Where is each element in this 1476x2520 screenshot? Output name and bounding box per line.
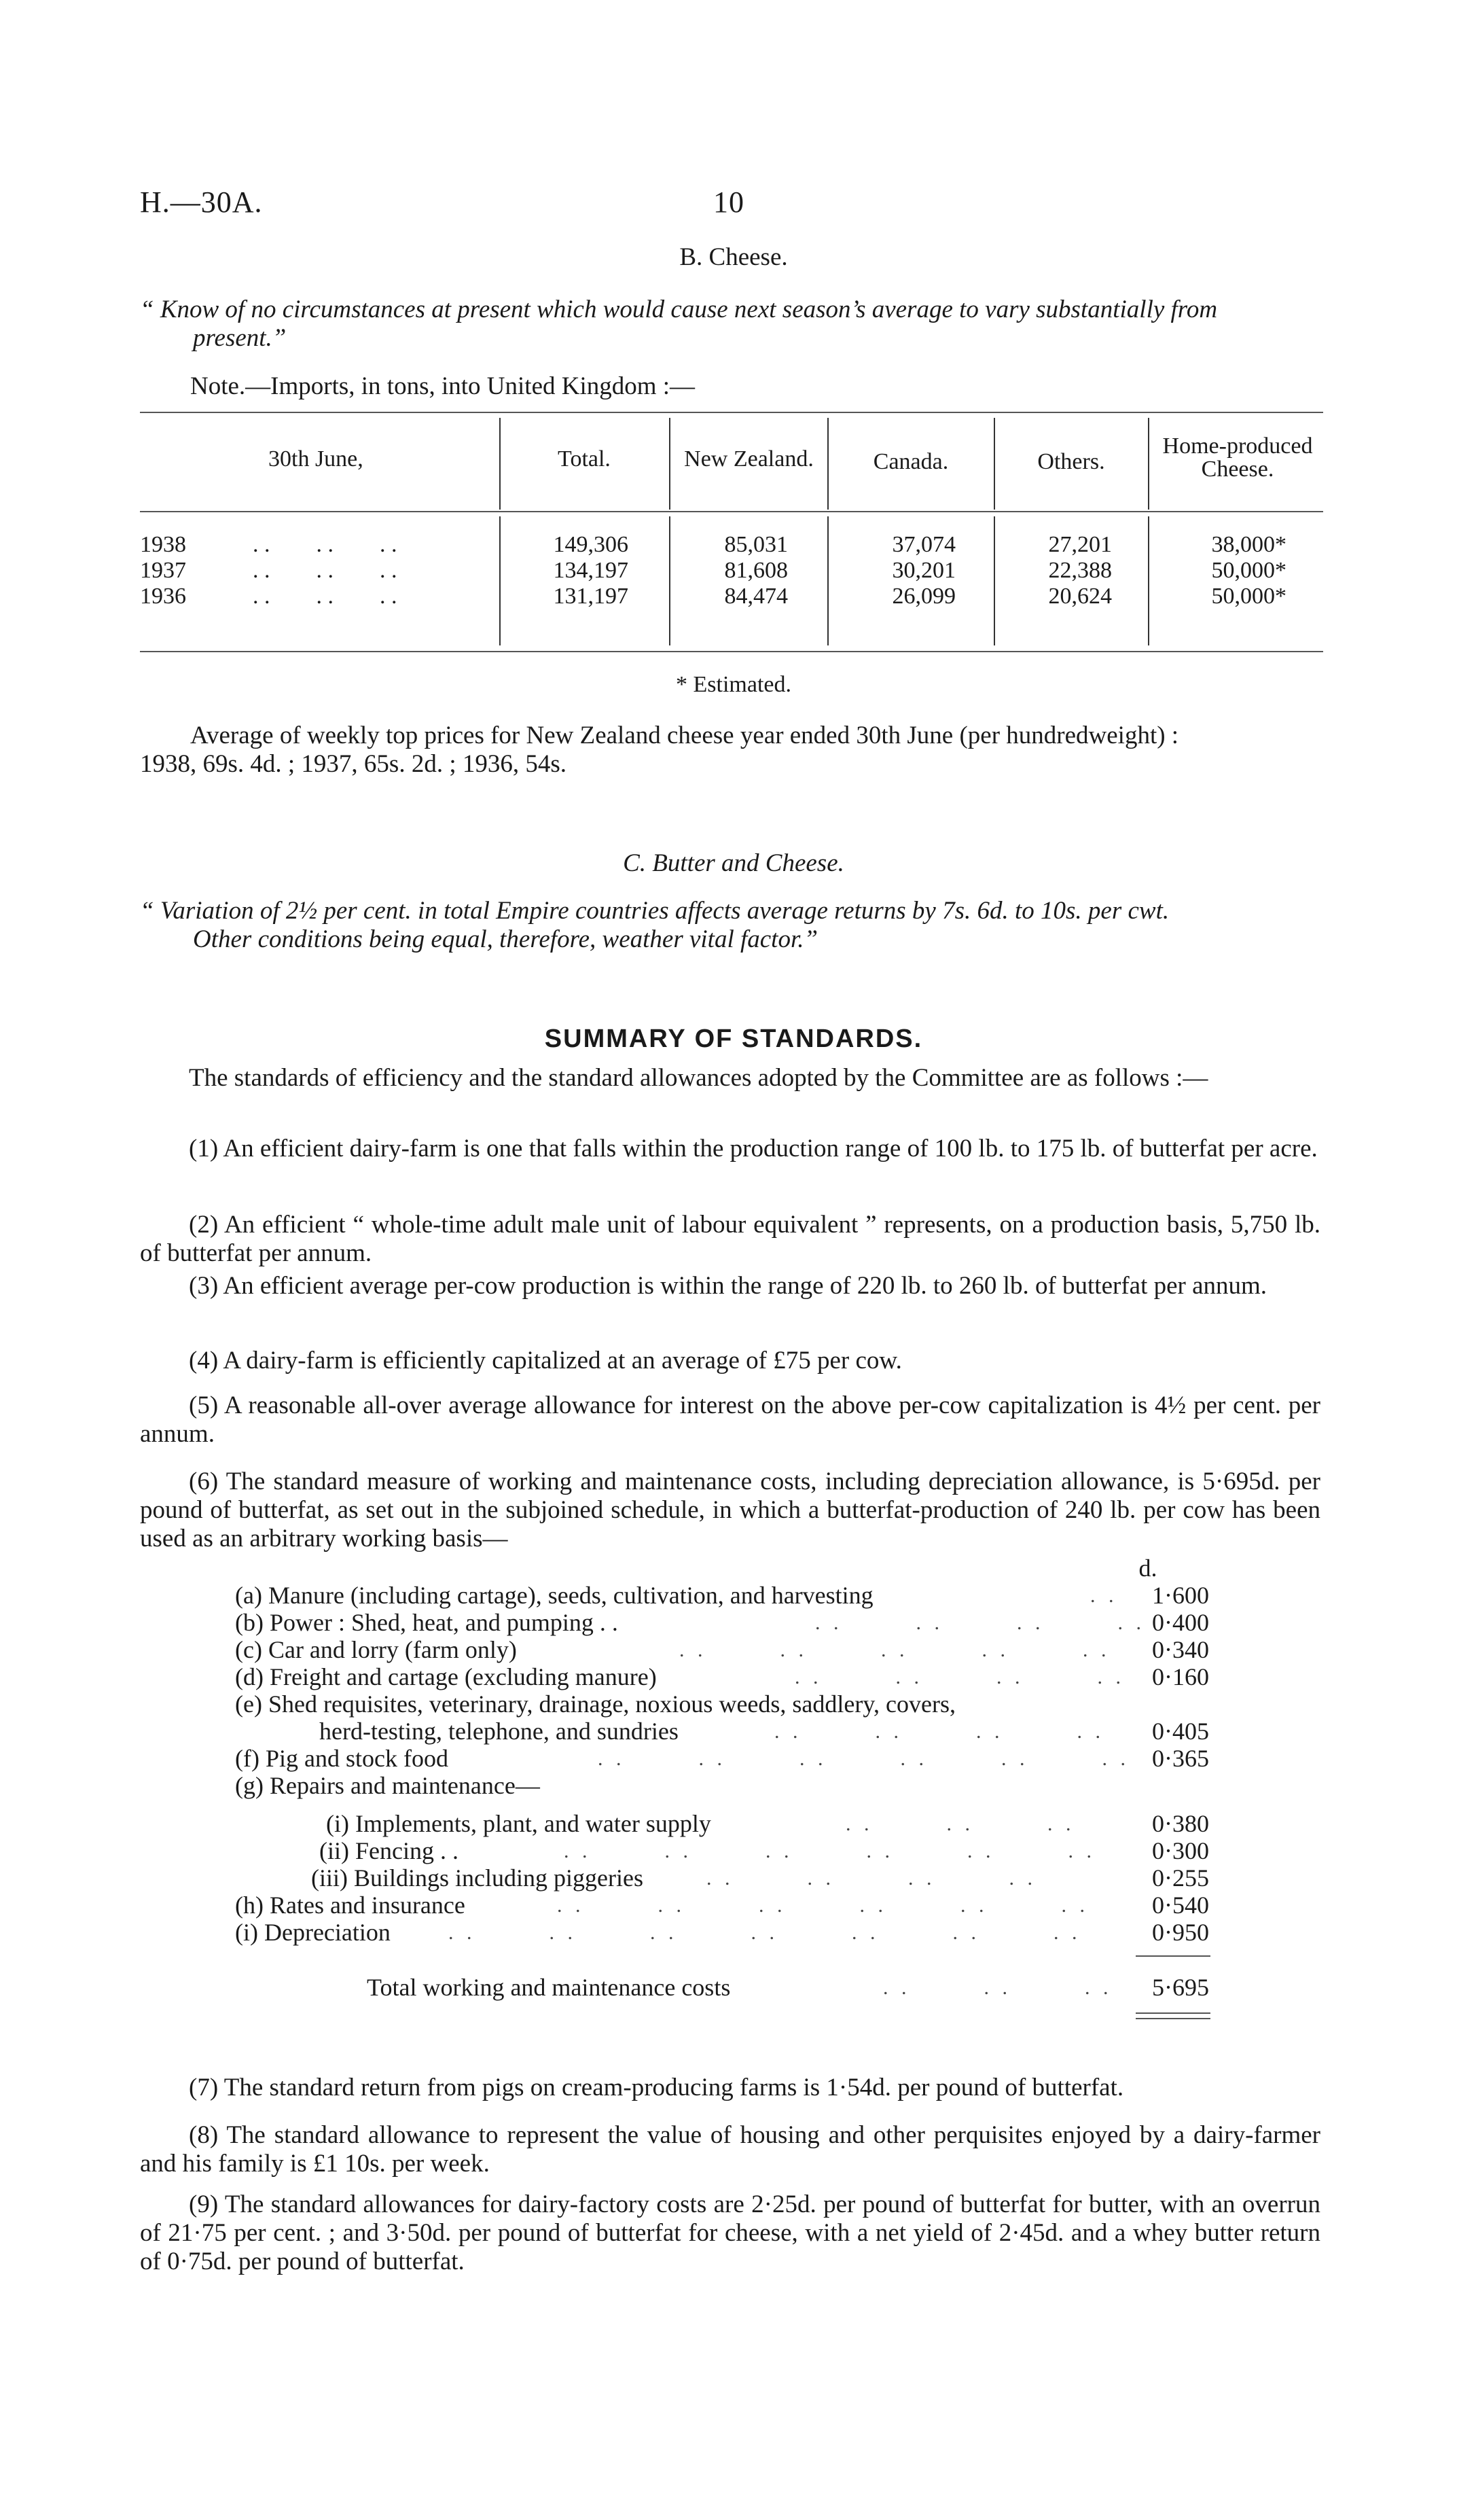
schedule-value: 0·400 — [1152, 1609, 1209, 1636]
table-cell-canada: 30,201 — [892, 558, 956, 583]
schedule-leader: . . . . . . — [883, 1976, 1113, 1999]
table-row-year: 1937 — [140, 558, 186, 583]
imports-note: Note.—Imports, in tons, into United Kingdom :— — [190, 372, 696, 400]
schedule-value: 0·380 — [1152, 1810, 1209, 1837]
standard-item-7: (7) The standard return from pigs on cream-producing farms is 1·54d. per pound of butterfat. — [189, 2074, 1124, 2101]
schedule-leader: . . . . . . . . . . . . . . — [448, 1921, 1081, 1944]
col-divider — [499, 418, 501, 510]
table-row-leader-dots: . . . . . . — [253, 584, 397, 609]
table-cell-home-produced: 50,000* — [1211, 558, 1286, 583]
standard-item-1: (1) An efficient dairy-farm is one that falls within the production range of 100 lb. to 175 lb. of butterfat per acre. — [189, 1135, 1318, 1163]
schedule-value: 0·255 — [1152, 1864, 1209, 1892]
col-divider — [1148, 418, 1149, 510]
cheese-quote-line2: present.” — [193, 324, 287, 352]
schedule-line: (ii) Fencing . . — [319, 1837, 458, 1864]
butter-cheese-quote-line1: “ Variation of 2½ per cent. in total Empire countries affects average returns by 7s. 6d. to 10s. per cwt. — [140, 897, 1170, 925]
col-divider — [669, 516, 670, 645]
column-header-canada: Canada. — [873, 449, 949, 474]
table-cell-total: 149,306 — [553, 532, 628, 557]
average-prices-line1: Average of weekly top prices for New Zealand cheese year ended 30th June (per hundredweight) : — [190, 722, 1179, 749]
schedule-value: 0·160 — [1152, 1663, 1209, 1690]
schedule-total-double-rule — [1136, 2018, 1210, 2019]
schedule-total-double-rule — [1136, 2012, 1210, 2014]
schedule-value: 0·540 — [1152, 1892, 1209, 1919]
schedule-line: (e) Shed requisites, veterinary, drainage, noxious weeds, saddlery, covers, — [235, 1690, 956, 1718]
standard-item-4: (4) A dairy-farm is efficiently capitalized at an average of £75 per cow. — [189, 1347, 902, 1374]
table-footnote: * Estimated. — [676, 672, 791, 697]
schedule-line: herd-testing, telephone, and sundries — [319, 1718, 679, 1745]
document-reference: H.—30A. — [140, 185, 263, 219]
page-number: 10 — [713, 185, 744, 219]
standard-item-9: (9) The standard allowances for dairy-factory costs are 2·25d. per pound of butterfat for butter, with an overrun of 21·75 per cent. ; and 3·50d. per pound of butterfat for cheese, with a net yield of 2·45d. and a whey butter return of 0·75d. per pound of butterfat. — [140, 2190, 1320, 2275]
col-divider — [1148, 516, 1149, 645]
schedule-line: (h) Rates and insurance — [235, 1892, 465, 1919]
table-header-rule — [140, 511, 1323, 512]
table-cell-others: 22,388 — [1048, 558, 1112, 583]
col-divider — [499, 516, 501, 645]
cheese-heading: B. Cheese. — [679, 243, 788, 271]
column-header-home-produced-cheese: Cheese. — [1201, 457, 1274, 482]
col-divider — [994, 516, 995, 645]
column-header-date: 30th June, — [268, 446, 363, 472]
schedule-line: (f) Pig and stock food — [235, 1745, 448, 1772]
schedule-value: 1·600 — [1152, 1582, 1209, 1609]
schedule-line: (g) Repairs and maintenance— — [235, 1772, 540, 1799]
standard-item-3: (3) An efficient average per-cow production is within the range of 220 lb. to 260 lb. of butterfat per annum. — [189, 1272, 1267, 1300]
schedule-line: (i) Implements, plant, and water supply — [326, 1810, 711, 1837]
schedule-leader: . . . . . . — [846, 1813, 1075, 1835]
schedule-value: 0·300 — [1152, 1837, 1209, 1864]
table-row-year: 1938 — [140, 532, 186, 557]
butter-cheese-quote-line2: Other conditions being equal, therefore, weather vital factor.” — [193, 925, 818, 953]
table-cell-new-zealand: 85,031 — [724, 532, 788, 557]
schedule-leader: . . . . . . . . . . . . — [598, 1747, 1130, 1770]
table-row-leader-dots: . . . . . . — [253, 532, 397, 557]
table-row-year: 1936 — [140, 584, 186, 609]
col-divider — [669, 418, 670, 510]
schedule-sum-rule — [1136, 1955, 1210, 1957]
column-header-others: Others. — [1037, 449, 1105, 474]
schedule-line: (iii) Buildings including piggeries — [311, 1864, 643, 1892]
schedule-leader: . . . . . . . . — [774, 1720, 1104, 1743]
col-divider — [994, 418, 995, 510]
schedule-value: 0·405 — [1152, 1718, 1209, 1745]
standard-item-5: (5) A reasonable all-over average allowance for interest on the above per-cow capitalization is 4½ per cent. per annum. — [140, 1391, 1320, 1448]
table-cell-new-zealand: 81,608 — [724, 558, 788, 583]
schedule-value: 0·365 — [1152, 1745, 1209, 1772]
column-header-home-produced: Home-produced — [1162, 433, 1313, 459]
schedule-leader: . . . . . . . . — [795, 1666, 1125, 1688]
column-header-total: Total. — [558, 446, 611, 472]
schedule-line: (a) Manure (including cartage), seeds, cultivation, and harvesting — [235, 1582, 874, 1609]
table-cell-home-produced: 38,000* — [1211, 532, 1286, 557]
standard-item-6: (6) The standard measure of working and maintenance costs, including depreciation allowance, is 5·695d. per pound of butterfat, as set out in the subjoined schedule, in which a butterfat-production of 240 lb. per cow has been used as an arbitrary working basis— — [140, 1468, 1320, 1552]
butter-cheese-heading: C. Butter and Cheese. — [623, 849, 844, 877]
schedule-leader: . . . . . . . . . . — [679, 1639, 1111, 1661]
table-cell-canada: 26,099 — [892, 584, 956, 609]
table-cell-others: 27,201 — [1048, 532, 1112, 557]
schedule-leader: . . . . . . . . — [815, 1612, 1145, 1634]
table-top-rule — [140, 412, 1323, 413]
schedule-total-value: 5·695 — [1152, 1974, 1209, 2001]
schedule-line: (b) Power : Shed, heat, and pumping . . — [235, 1609, 618, 1636]
schedule-leader: . . . . . . . . . . . . — [557, 1894, 1089, 1917]
table-cell-home-produced: 50,000* — [1211, 584, 1286, 609]
schedule-line: (c) Car and lorry (farm only) — [235, 1636, 517, 1663]
cheese-quote-line1: “ Know of no circumstances at present which would cause next season’s average to vary substantially from — [140, 296, 1218, 323]
table-row-leader-dots: . . . . . . — [253, 558, 397, 583]
standard-item-8: (8) The standard allowance to represent the value of housing and other perquisites enjoyed by a dairy-farmer and his family is £1 10s. per week. — [140, 2121, 1320, 2178]
schedule-unit: d. — [1138, 1555, 1157, 1582]
table-cell-new-zealand: 84,474 — [724, 584, 788, 609]
schedule-line: (i) Depreciation — [235, 1919, 391, 1946]
schedule-leader: . . . . . . . . — [706, 1867, 1037, 1889]
standard-item-2: (2) An efficient “ whole-time adult male unit of labour equivalent ” represents, on a production basis, 5,750 lb. of butterfat per annum. — [140, 1211, 1320, 1267]
summary-intro: The standards of efficiency and the standard allowances adopted by the Committee are as follows :— — [189, 1064, 1208, 1092]
table-cell-total: 131,197 — [553, 584, 628, 609]
schedule-value: 0·950 — [1152, 1919, 1209, 1946]
col-divider — [827, 418, 829, 510]
table-cell-canada: 37,074 — [892, 532, 956, 557]
schedule-leader: . . . . . . . . . . . . — [564, 1840, 1096, 1862]
table-bottom-rule — [140, 651, 1323, 652]
average-prices-line2: 1938, 69s. 4d. ; 1937, 65s. 2d. ; 1936, 54s. — [140, 750, 567, 778]
schedule-leader: . . — [1090, 1584, 1118, 1607]
col-divider — [827, 516, 829, 645]
schedule-total-label: Total working and maintenance costs — [367, 1974, 731, 2001]
table-cell-others: 20,624 — [1048, 584, 1112, 609]
summary-heading: SUMMARY OF STANDARDS. — [544, 1025, 923, 1053]
schedule-value: 0·340 — [1152, 1636, 1209, 1663]
column-header-new-zealand: New Zealand. — [684, 446, 814, 472]
schedule-line: (d) Freight and cartage (excluding manure) — [235, 1663, 657, 1690]
table-cell-total: 134,197 — [553, 558, 628, 583]
